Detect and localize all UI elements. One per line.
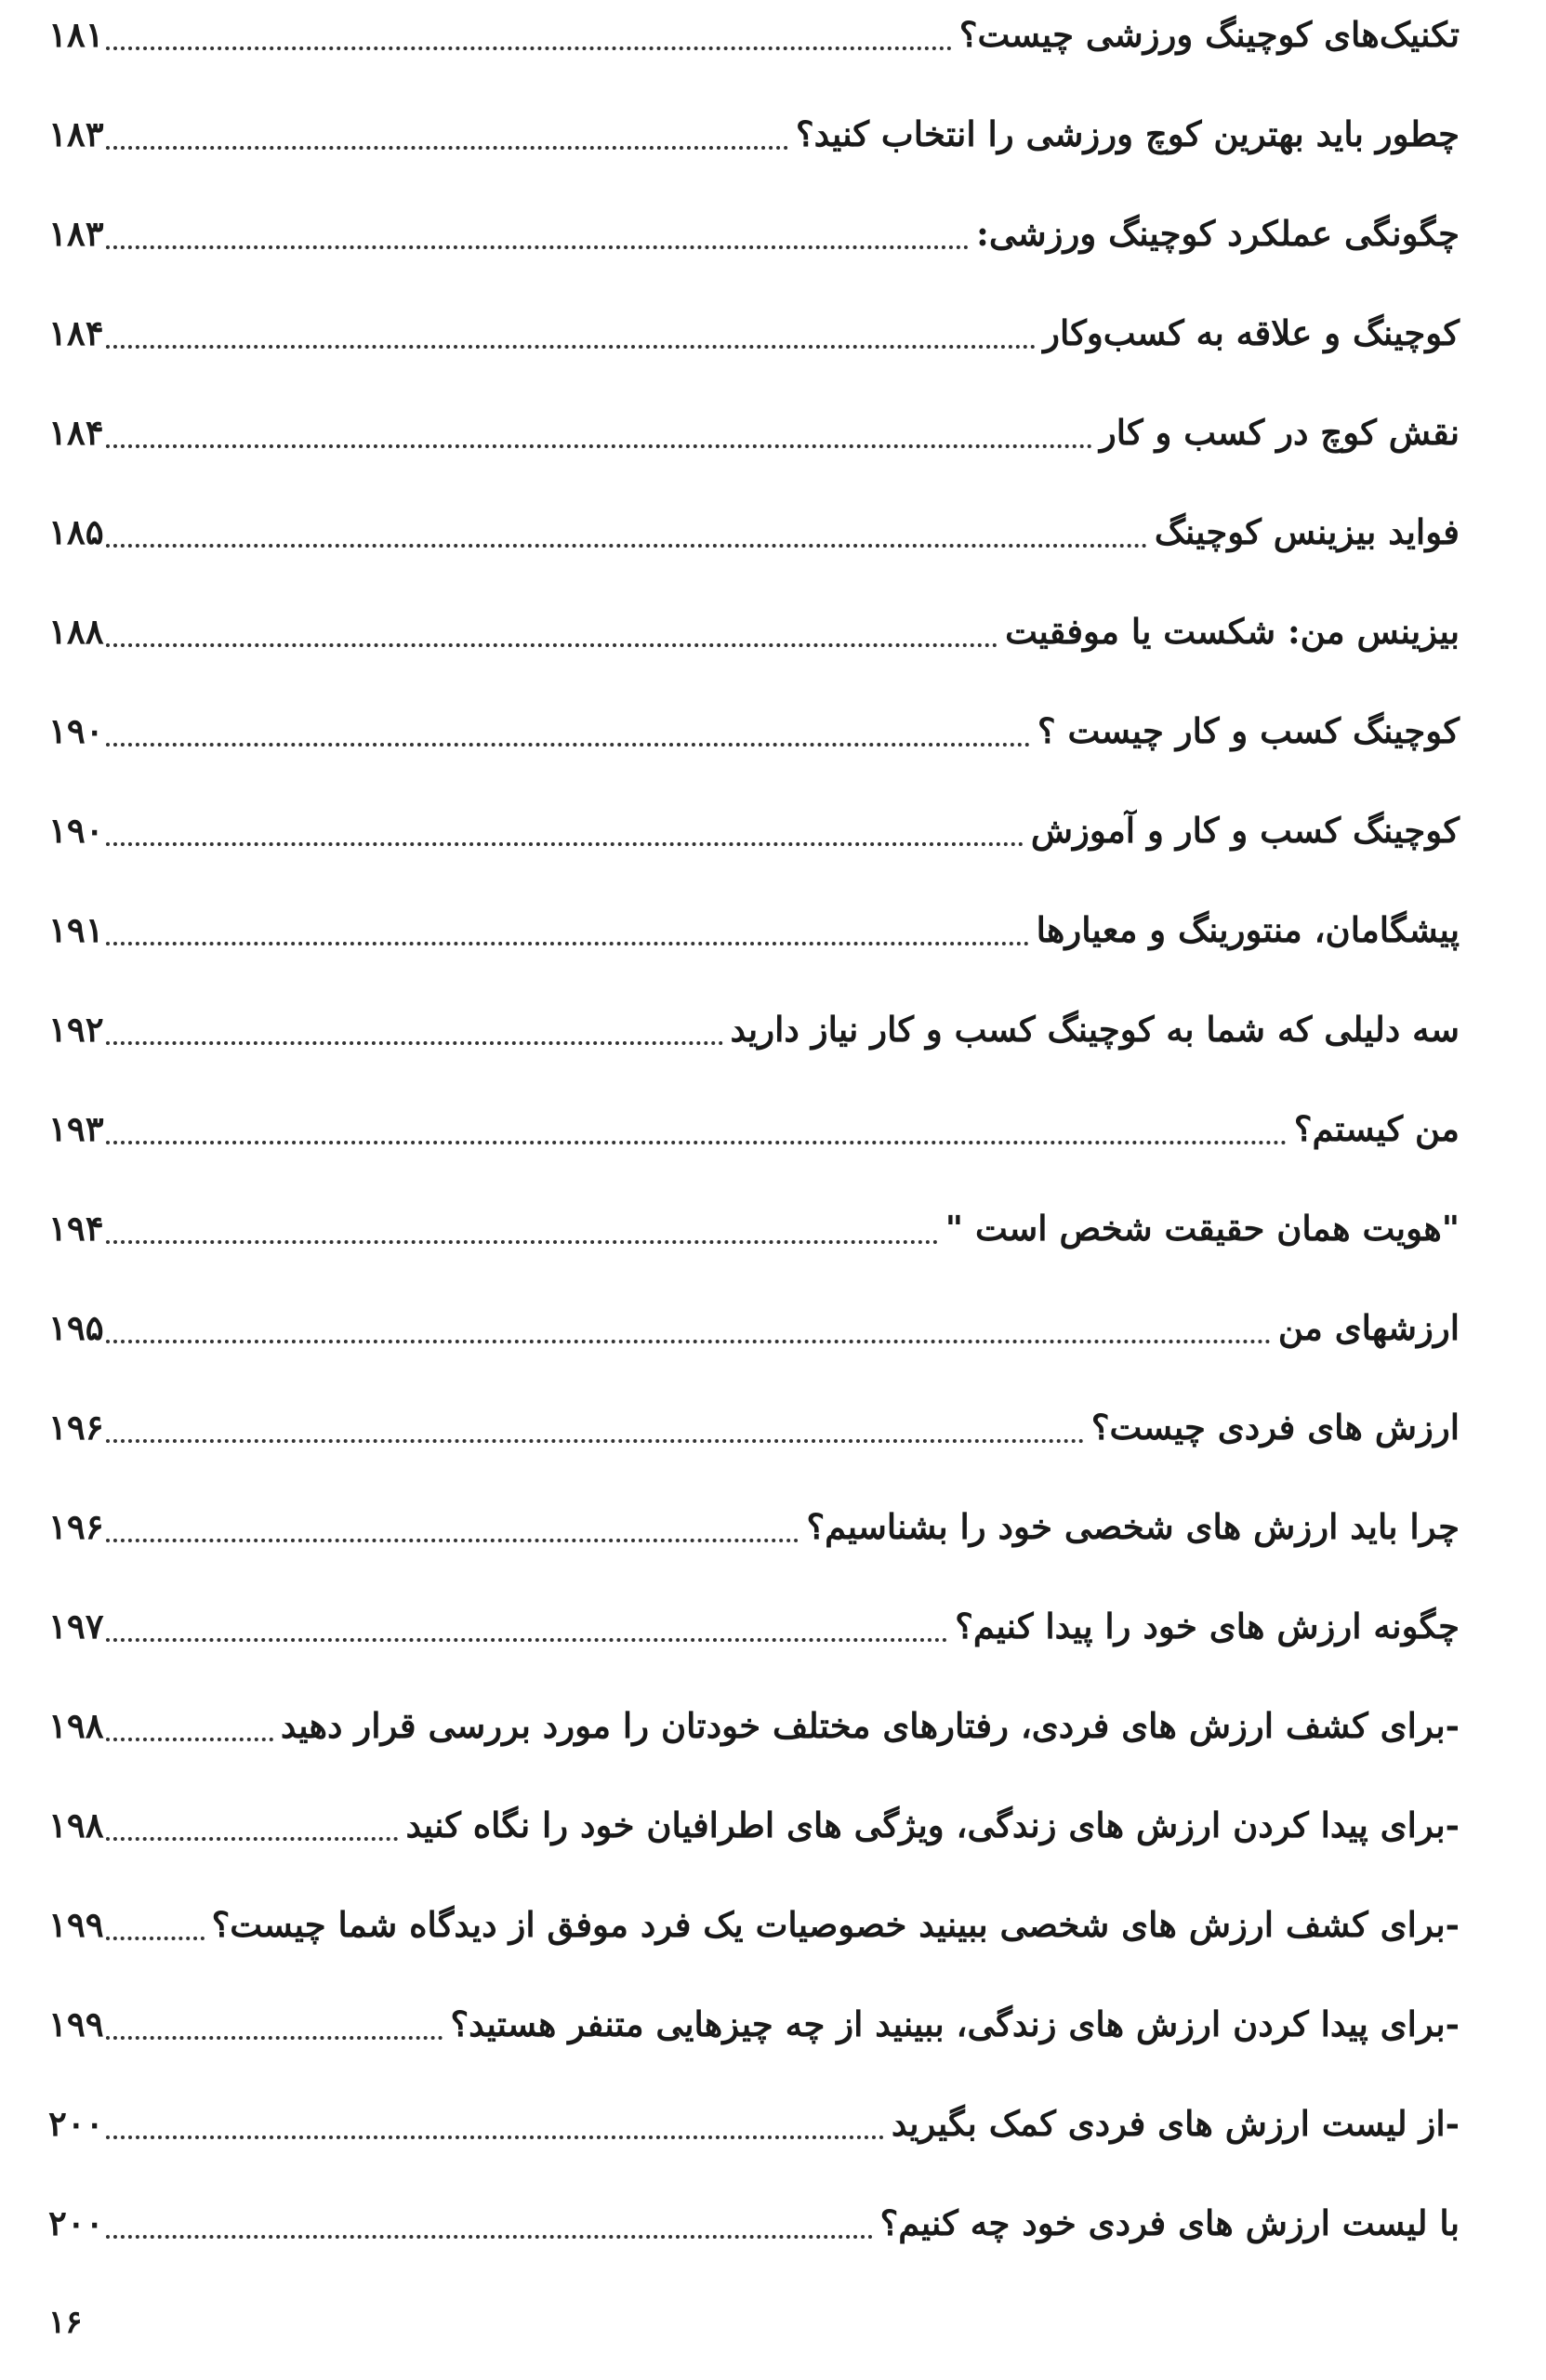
toc-entry-page: ۱۹۶: [48, 1407, 104, 1448]
toc-leader-dots: [106, 643, 998, 647]
toc-entry-title: فواید بیزینس کوچینگ: [1154, 511, 1460, 552]
toc-leader-dots: [106, 942, 1029, 945]
toc-entry-page: ۱۸۳: [48, 113, 104, 154]
toc-entry: [48, 1096, 1460, 1161]
toc-entry-page: ۱۸۸: [48, 611, 104, 652]
toc-entry-title: کوچینگ کسب و کار و آموزش: [1030, 810, 1460, 851]
toc-entry: [48, 1196, 1460, 1261]
toc-entry-title: -برای کشف ارزش های فردی، رفتارهای مختلف خودتان را مورد بررسی قرار دهید: [280, 1705, 1460, 1746]
toc-entry-page: ۱۹۰: [48, 710, 104, 751]
toc-entry: [48, 1593, 1460, 1659]
toc-entry-page: ۱۸۳: [48, 213, 104, 254]
toc-entry-page: ۱۹۱: [48, 909, 104, 950]
toc-leader-dots: [106, 245, 969, 249]
toc-leader-dots: [106, 2036, 443, 2040]
toc-entry: [48, 798, 1460, 863]
toc-entry: [48, 997, 1460, 1062]
toc-leader-dots: [106, 1141, 1287, 1144]
toc-leader-dots: [106, 544, 1147, 548]
toc-leader-dots: [106, 1738, 273, 1741]
toc-entry-title: ارزشهای من: [1277, 1307, 1460, 1348]
toc-leader-dots: [106, 1638, 947, 1642]
toc-entry: [48, 1395, 1460, 1460]
toc-entry-title: پیشگامان، منتورینگ و معیارها: [1036, 909, 1460, 950]
toc-entry-title: کوچینگ کسب و کار چیست ؟: [1037, 710, 1460, 751]
toc-leader-dots: [106, 1439, 1084, 1443]
toc-entry-title: چگونه ارزش های خود را پیدا کنیم؟: [955, 1606, 1460, 1646]
toc-entry-title: -برای پیدا کردن ارزش های زندگی، ویژگی های اطرافیان خود را نگاه کنید: [405, 1805, 1460, 1845]
toc-entry-title: -برای پیدا کردن ارزش های زندگی، ببینید از چه چیزهایی متنفر هستید؟: [450, 2003, 1460, 2044]
toc-entry-page: ۱۹۳: [48, 1108, 104, 1149]
toc-entry-page: ۱۹۶: [48, 1506, 104, 1547]
toc-entry-title: نقش کوچ در کسب و کار: [1099, 412, 1460, 453]
toc-leader-dots: [106, 1937, 205, 1940]
toc-entry-title: کوچینگ و علاقه به کسب‌و‌کار: [1043, 312, 1460, 353]
toc-leader-dots: [106, 1837, 398, 1841]
toc-entry-page: ۱۹۷: [48, 1606, 104, 1646]
toc-leader-dots: [106, 1240, 938, 1244]
toc-entry: [48, 698, 1460, 763]
toc-leader-dots: [106, 1041, 723, 1045]
toc-entry: [48, 300, 1460, 365]
toc-leader-dots: [106, 345, 1036, 349]
toc-entry: [48, 101, 1460, 166]
toc-entry-page: ۱۹۲: [48, 1009, 104, 1050]
toc-entry-page: ۱۹۹: [48, 1904, 104, 1945]
toc-entry-title: چرا باید ارزش های شخصی خود را بشناسیم؟: [806, 1506, 1460, 1547]
toc-entry-title: چگونگی عملکرد کوچینگ ورزشی:: [976, 213, 1460, 254]
toc-leader-dots: [106, 2235, 873, 2239]
toc-entry-page: ۱۹۴: [48, 1208, 104, 1249]
toc-entry: [48, 1295, 1460, 1360]
toc-entry: [48, 1991, 1460, 2056]
toc-entry: [48, 499, 1460, 564]
toc-entry-page: ۱۸۴: [48, 412, 104, 453]
toc-entry-title: -برای کشف ارزش های شخصی ببینید خصوصیات یک فرد موفق از دیدگاه شما چیست؟: [211, 1904, 1460, 1945]
toc-entry: [48, 1693, 1460, 1758]
toc-leader-dots: [106, 842, 1024, 846]
toc-entry-page: ۱۹۹: [48, 2003, 104, 2044]
toc-entry: [48, 400, 1460, 465]
toc-leader-dots: [106, 46, 952, 50]
toc-entry-page: ۱۸۴: [48, 312, 104, 353]
page-number: ۱۶: [48, 2304, 83, 2341]
toc-entry: [48, 2, 1460, 67]
toc-entry-title: "هویت همان حقیقت شخص است ": [945, 1208, 1460, 1249]
toc-entry-page: ۲۰۰: [48, 2103, 104, 2144]
toc-entry-page: ۱۸۵: [48, 511, 104, 552]
toc-entry-title: ارزش های فردی چیست؟: [1090, 1407, 1460, 1448]
toc-entry-title: چطور باید بهترین کوچ ورزشی را انتخاب کنید؟: [795, 113, 1460, 154]
toc-entry: [48, 201, 1460, 266]
toc-entry-title: من کیستم؟: [1293, 1108, 1460, 1149]
toc-entry: [48, 599, 1460, 664]
toc-entry-page: ۱۸۱: [48, 14, 104, 55]
toc-entry-title: سه دلیلی که شما به کوچینگ کسب و کار نیاز دارید: [730, 1009, 1460, 1050]
toc-entry-title: با لیست ارزش های فردی خود چه کنیم؟: [879, 2202, 1460, 2243]
toc-entry-page: ۱۹۵: [48, 1307, 104, 1348]
toc-entry: [48, 1892, 1460, 1957]
toc-entry-title: تکنیک‌های کوچینگ ورزشی چیست؟: [958, 14, 1460, 55]
toc-entry: [48, 2091, 1460, 2156]
toc-leader-dots: [106, 146, 788, 150]
toc-entry: [48, 897, 1460, 962]
toc-entry: [48, 2190, 1460, 2255]
toc-entry: [48, 1792, 1460, 1858]
toc-entry: [48, 1494, 1460, 1559]
toc-entry-page: ۱۹۸: [48, 1805, 104, 1845]
toc-entry-title: بیزینس من: شکست یا موفقیت: [1005, 611, 1460, 652]
toc-leader-dots: [106, 1539, 799, 1542]
toc-entry-title: -از لیست ارزش های فردی کمک بگیرید: [891, 2103, 1460, 2144]
toc-leader-dots: [106, 1340, 1271, 1343]
toc-leader-dots: [106, 444, 1092, 448]
toc-entry-page: ۲۰۰: [48, 2202, 104, 2243]
toc-leader-dots: [106, 743, 1030, 747]
toc-entry-page: ۱۹۸: [48, 1705, 104, 1746]
toc-leader-dots: [106, 2135, 884, 2139]
toc-entry-page: ۱۹۰: [48, 810, 104, 851]
